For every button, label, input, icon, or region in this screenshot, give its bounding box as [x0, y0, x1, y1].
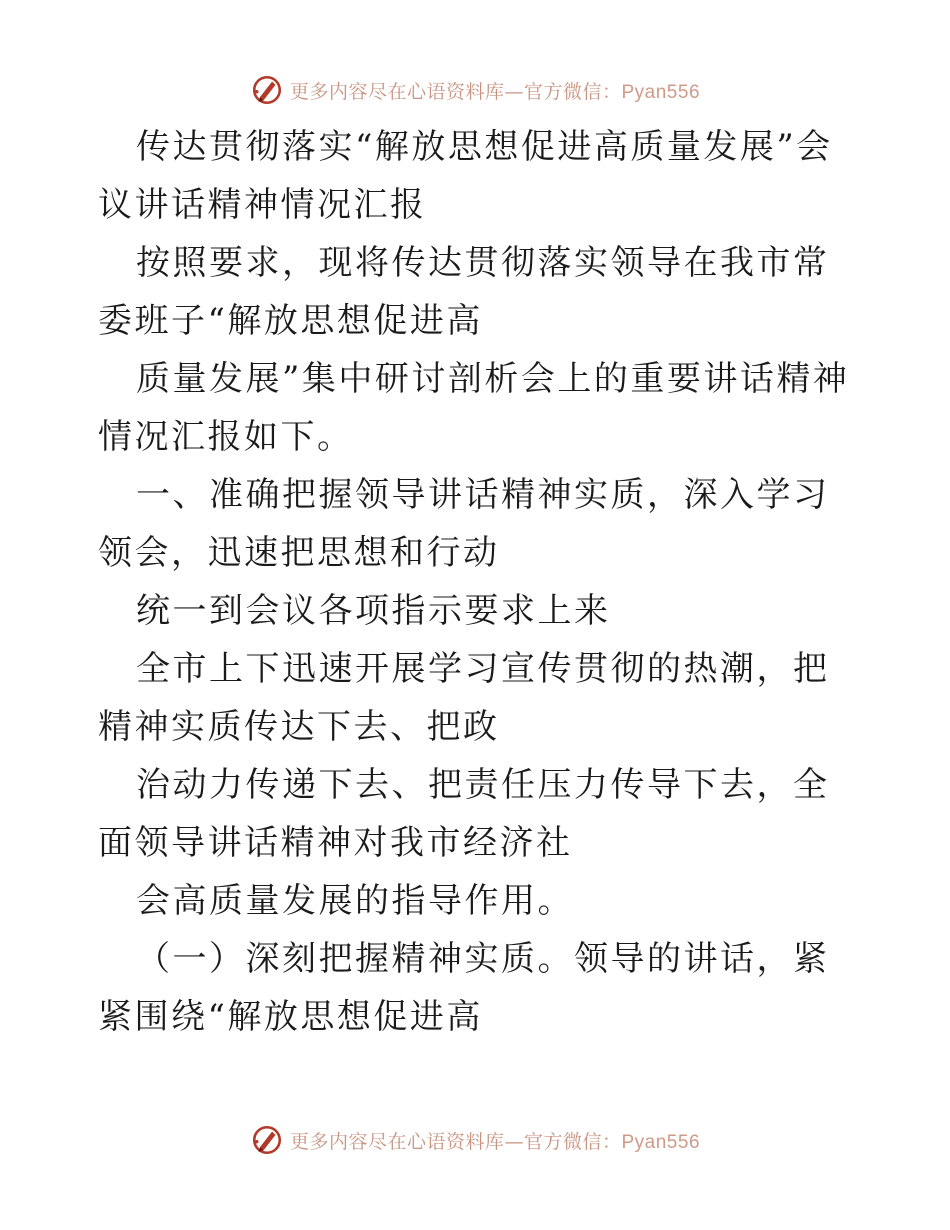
pen-logo-icon: [250, 73, 284, 107]
paragraph: 治动力传递下去、把责任压力传导下去，全面领导讲话精神对我市经济社: [98, 765, 830, 863]
watermark-wechat-label: 官方微信：: [523, 1130, 622, 1153]
paragraph: 统一到会议各项指示要求上来: [136, 591, 611, 631]
section-heading: 一、准确把握领导讲话精神实质，深入学习领会，迅速把思想和行动: [98, 475, 830, 573]
document-body: [98, 118, 858, 1046]
paragraph: 质量发展”集中研讨剖析会上的重要讲话精神情况汇报如下。: [98, 359, 850, 457]
watermark-separator: —: [504, 1130, 524, 1153]
paragraph-title: 传达贯彻落实“解放思想促进高质量发展”会议讲话精神情况汇报: [98, 127, 833, 225]
paragraph: 全市上下迅速开展学习宣传贯彻的热潮，把精神实质传达下去、把政: [98, 649, 830, 747]
watermark-wechat-id: Pyan556: [621, 81, 701, 103]
watermark-wechat-label: 官方微信：: [523, 80, 622, 103]
header-watermark: [0, 70, 950, 110]
watermark-separator: —: [504, 80, 524, 103]
subsection-heading: （一）深刻把握精神实质。领导的讲话，紧紧围绕“解放思想促进高: [98, 939, 830, 1037]
footer-watermark: [0, 1120, 950, 1160]
watermark-text: 更多内容尽在心语资料库: [289, 80, 505, 103]
paragraph: 按照要求，现将传达贯彻落实领导在我市常委班子“解放思想促进高: [98, 243, 830, 341]
paragraph: 会高质量发展的指导作用。: [136, 881, 574, 921]
watermark-text: 更多内容尽在心语资料库: [289, 1130, 505, 1153]
watermark-wechat-id: Pyan556: [621, 1131, 701, 1153]
pen-logo-icon: [250, 1123, 284, 1157]
